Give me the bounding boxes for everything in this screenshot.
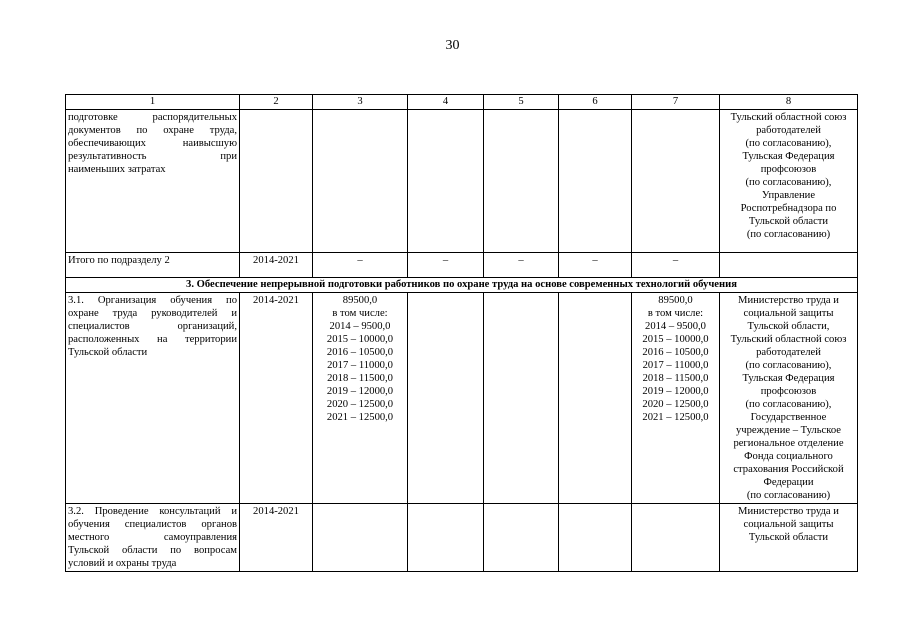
dash-cell: – xyxy=(484,253,559,278)
text-line: охране труда руководителей и xyxy=(68,308,237,319)
empty-cell xyxy=(484,110,559,253)
text-line: Тульский областной союз xyxy=(730,112,847,123)
text-line: Тульский областной союз xyxy=(730,334,847,345)
funding-cell xyxy=(632,110,720,253)
column-number-1: 1 xyxy=(66,95,240,110)
text-line: условий и охраны труда xyxy=(68,558,177,569)
text-line: (по согласованию) xyxy=(746,229,831,240)
text-line: обучения специалистов органов xyxy=(68,519,237,530)
responsible-executors-cell xyxy=(720,504,858,572)
text-line: Роспотребнадзора по xyxy=(740,203,837,214)
column-number-4: 4 xyxy=(408,95,484,110)
funding-year: 2017 – 11000,0 xyxy=(327,360,393,371)
text-line: Тульской области, xyxy=(747,321,830,332)
dash-cell: – xyxy=(559,253,632,278)
funding-cell xyxy=(313,293,408,504)
column-number-5: 5 xyxy=(484,95,559,110)
text-line: социальной защиты xyxy=(743,308,834,319)
section-3-title: 3. Обеспечение непрерывной подготовки работников по охране труда на основе современных технологий обучения xyxy=(66,278,858,293)
table-row-continued xyxy=(66,110,858,253)
period-cell: 2014-2021 xyxy=(240,253,313,278)
column-number-6: 6 xyxy=(559,95,632,110)
table-row-3-2 xyxy=(66,504,858,572)
text-line: документов по охране труда, xyxy=(68,125,237,136)
text-line: Министерство труда и xyxy=(738,506,839,517)
funding-year: 2020 – 12500,0 xyxy=(326,399,394,410)
text-line: (по согласованию), xyxy=(745,138,832,149)
program-activities-table xyxy=(65,94,858,572)
text-line: Управление xyxy=(761,190,816,201)
funding-year: 2021 – 12500,0 xyxy=(642,412,709,423)
empty-cell xyxy=(313,504,408,572)
text-line: наименьших затратах xyxy=(68,164,166,175)
text-line: Федерации xyxy=(763,477,814,488)
period-cell: 2014-2021 xyxy=(240,504,313,572)
text-line: 3.2. Проведение консультаций и xyxy=(68,506,237,517)
empty-cell xyxy=(408,110,484,253)
funding-year: 2017 – 11000,0 xyxy=(642,360,709,371)
text-line: Фонда социального xyxy=(744,451,833,462)
text-line: (по согласованию), xyxy=(745,177,832,188)
text-line: работодателей xyxy=(756,125,821,136)
funding-year: 2014 – 9500,0 xyxy=(329,321,391,332)
column-number-7: 7 xyxy=(632,95,720,110)
empty-cell xyxy=(559,293,632,504)
column-number-8: 8 xyxy=(720,95,858,110)
text-line: Министерство труда и xyxy=(738,295,839,306)
dash-cell: – xyxy=(408,253,484,278)
text-line: Тульской области xyxy=(748,532,829,543)
funding-year: 2019 – 12000,0 xyxy=(642,386,709,397)
page-number: 30 xyxy=(445,38,460,53)
text-line: местного самоуправления xyxy=(68,532,237,543)
table-row-3-1 xyxy=(66,293,858,504)
activity-description-cell xyxy=(66,504,240,572)
funding-year: 2015 – 10000,0 xyxy=(642,334,709,345)
responsible-executors-cell xyxy=(720,293,858,504)
text-line: обеспечивающих наивысшую xyxy=(68,138,237,149)
subtotal-row xyxy=(66,253,858,278)
funding-note: в том числе: xyxy=(647,308,704,319)
funding-year: 2018 – 11500,0 xyxy=(642,373,709,384)
funding-year: 2014 – 9500,0 xyxy=(645,321,706,332)
period-cell xyxy=(240,110,313,253)
funding-year: 2018 – 11500,0 xyxy=(327,373,393,384)
activity-description-cell xyxy=(66,110,240,253)
text-line: профсоюзов xyxy=(760,164,817,175)
text-line: Тульская Федерация xyxy=(742,373,835,384)
text-line: расположенных на территории xyxy=(68,334,237,345)
text-line: 3.1. Организация обучения по xyxy=(68,295,237,306)
funding-year: 2021 – 12500,0 xyxy=(326,412,394,423)
funding-cell xyxy=(632,293,720,504)
empty-cell xyxy=(720,253,858,278)
funding-year: 2016 – 10500,0 xyxy=(642,347,709,358)
text-line: социальной защиты xyxy=(743,519,834,530)
funding-year: 2019 – 12000,0 xyxy=(326,386,394,397)
column-number-3: 3 xyxy=(313,95,408,110)
empty-cell xyxy=(408,504,484,572)
column-number-header-row xyxy=(66,95,858,110)
empty-cell xyxy=(484,293,559,504)
text-line: Государственное xyxy=(750,412,827,423)
text-line: Тульской области xyxy=(68,347,148,358)
text-line: страхования Российской xyxy=(733,464,844,475)
empty-cell xyxy=(408,293,484,504)
text-line: подготовке распорядительных xyxy=(68,112,237,123)
period-cell: 2014-2021 xyxy=(240,293,313,504)
empty-cell xyxy=(484,504,559,572)
dash-cell: – xyxy=(632,253,720,278)
responsible-executors-cell xyxy=(720,110,858,253)
empty-cell xyxy=(559,110,632,253)
text-line: (по согласованию), xyxy=(745,360,832,371)
empty-cell xyxy=(632,504,720,572)
funding-year: 2016 – 10500,0 xyxy=(326,347,394,358)
text-line: работодателей xyxy=(756,347,821,358)
funding-note: в том числе: xyxy=(332,308,388,319)
text-line: (по согласованию) xyxy=(746,490,831,501)
dash-cell: – xyxy=(313,253,408,278)
subtotal-label: Итого по подразделу 2 xyxy=(66,253,240,278)
funding-total: 89500,0 xyxy=(658,295,693,306)
text-line: результативность при xyxy=(68,151,237,162)
funding-year: 2015 – 10000,0 xyxy=(326,334,394,345)
column-number-2: 2 xyxy=(240,95,313,110)
funding-year: 2020 – 12500,0 xyxy=(642,399,709,410)
text-line: Тульской области по вопросам xyxy=(68,545,237,556)
section-heading-row xyxy=(66,278,858,293)
text-line: (по согласованию), xyxy=(745,399,832,410)
text-line: специалистов организаций, xyxy=(68,321,237,332)
text-line: профсоюзов xyxy=(760,386,817,397)
text-line: учреждение – Тульское xyxy=(735,425,841,436)
empty-cell xyxy=(559,504,632,572)
funding-total: 89500,0 xyxy=(342,295,378,306)
activity-description-cell xyxy=(66,293,240,504)
funding-cell xyxy=(313,110,408,253)
text-line: региональное отделение xyxy=(733,438,844,449)
text-line: Тульская Федерация xyxy=(742,151,835,162)
text-line: Тульской области xyxy=(748,216,829,227)
